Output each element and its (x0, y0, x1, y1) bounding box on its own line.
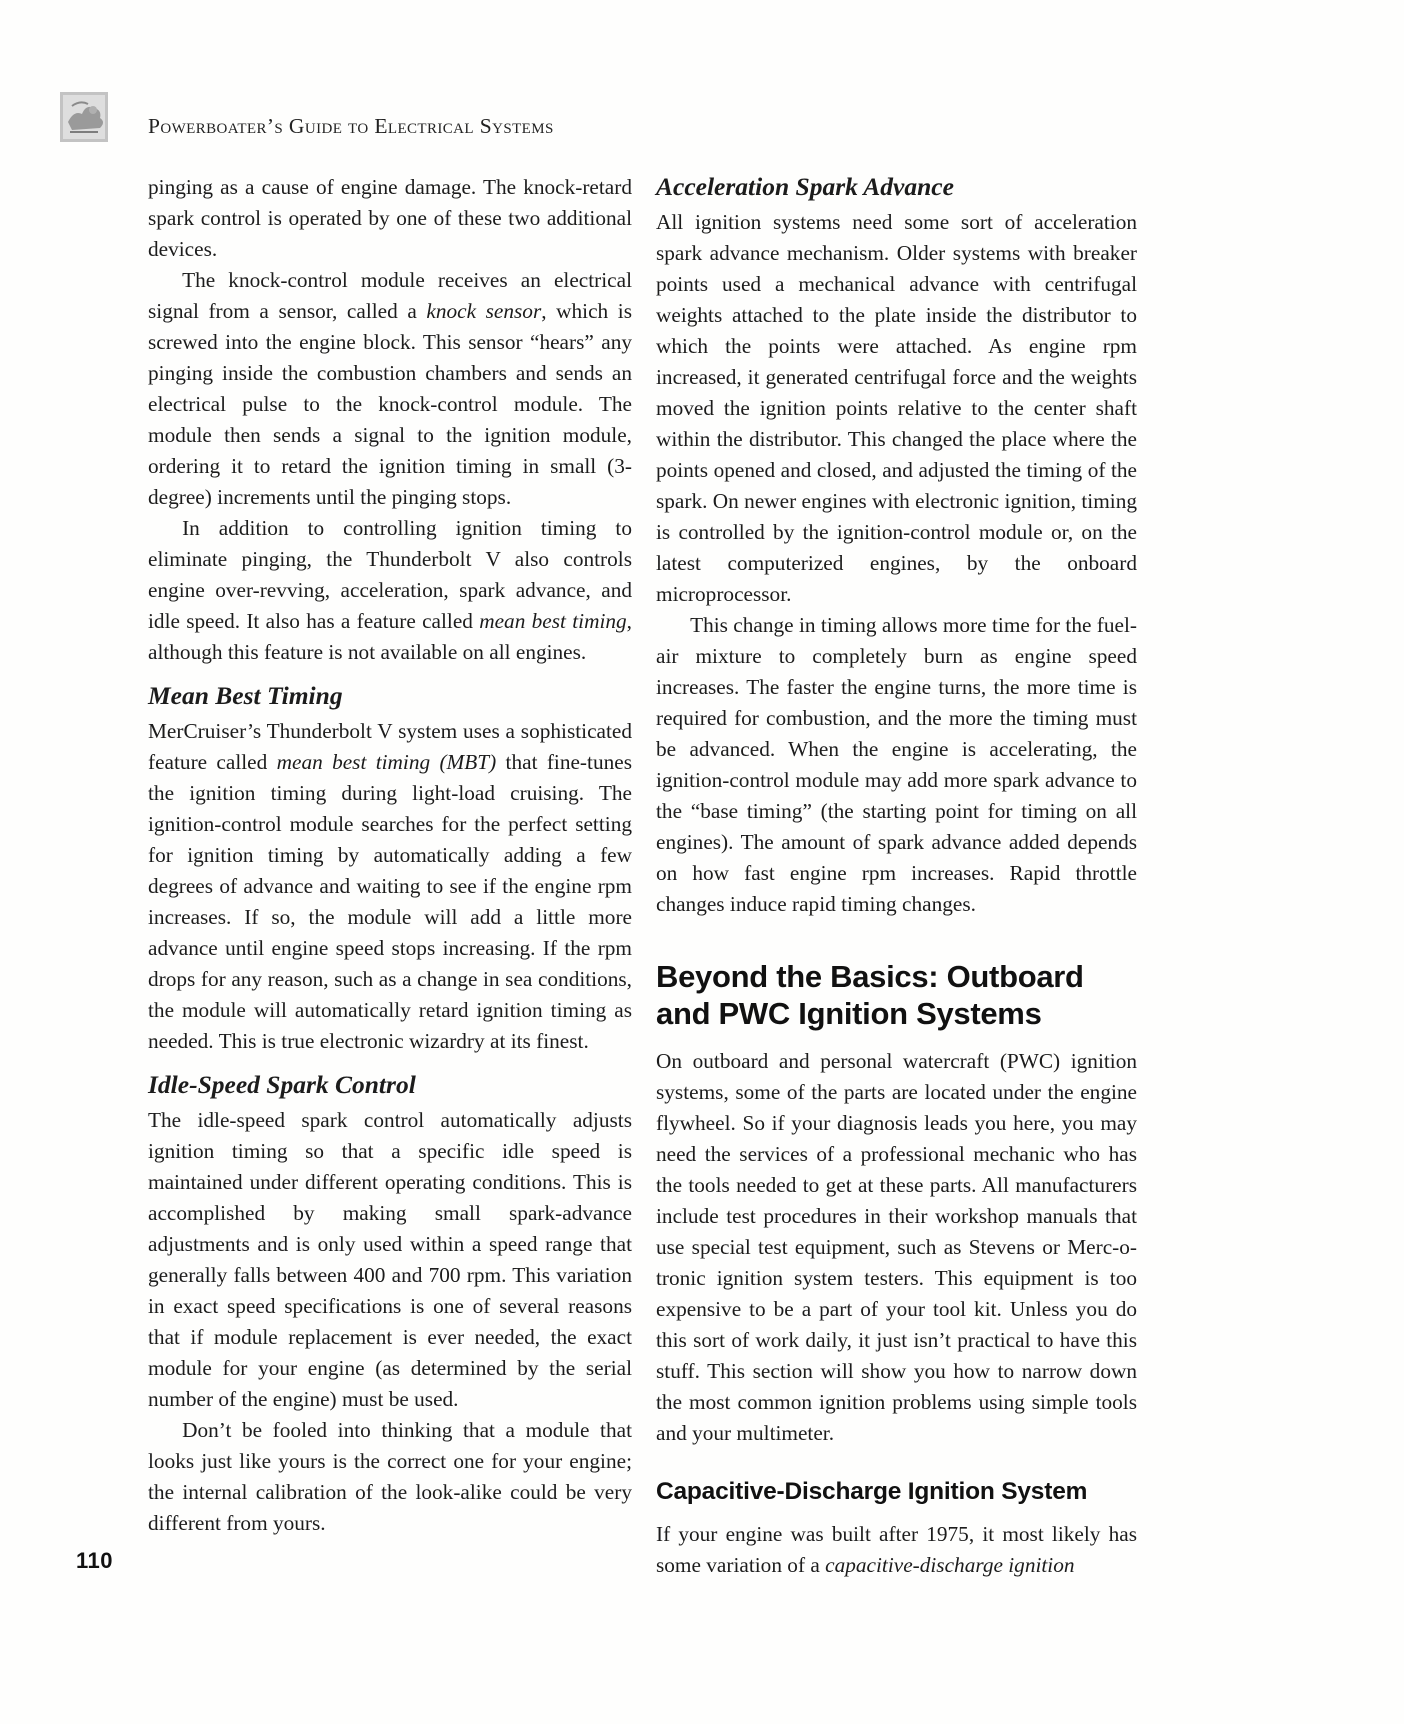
left-column (148, 172, 632, 1539)
italic-term: capacitive-discharge ignition (825, 1553, 1075, 1577)
paragraph: On outboard and personal watercraft (PWC) ignition systems, some of the parts are located under the engine flywheel. So if your diagnosis leads you here, you may need the services of a professional mechanic who has the tools needed to get at these parts. All manufacturers include test procedures in their workshop manuals that use special test equipment, such as Stevens or Merc-o-tronic ignition system testers. This equipment is too expensive to be a part of your tool kit. Unless you do this sort of work daily, it just isn’t practical to have this stuff. This section will show you how to narrow down the most common ignition problems using simple tools and your multimeter. (656, 1049, 1137, 1445)
paragraph (148, 265, 632, 513)
right-column (656, 172, 1137, 1581)
italic-term: knock sensor (426, 299, 542, 323)
heading-line: and PWC Ignition Systems (656, 996, 1042, 1031)
section-heading-mean-best-timing: Mean Best Timing (148, 681, 343, 710)
paragraph (656, 1519, 1137, 1581)
text-segment: MerCruiser’s Thunderbolt V system uses a sophisticated feature called (148, 719, 632, 774)
page-number: 110 (76, 1548, 113, 1573)
text-segment: The knock-control module receives an electrical signal from a sensor, called a (148, 268, 632, 323)
paragraph: Don’t be fooled into thinking that a module that looks just like yours is the correct one for your engine; the internal calibration of the look-alike could be very different from yours. (148, 1418, 632, 1535)
text-segment: , although this feature is not available on all engines. (148, 609, 632, 664)
paragraph (148, 716, 632, 1057)
paragraph (148, 513, 632, 668)
section-heading-acceleration: Acceleration Spark Advance (656, 172, 954, 201)
running-head: Powerboater’s Guide to Electrical Systems (148, 114, 554, 138)
section-heading-cdi: Capacitive-Discharge Ignition System (656, 1478, 1088, 1505)
engine-illustration-icon (60, 92, 108, 142)
heading-line: Beyond the Basics: Outboard (656, 959, 1084, 994)
section-heading-idle-speed: Idle-Speed Spark Control (148, 1070, 416, 1099)
text-segment: that fine-tunes the ignition timing during light-load cruising. The ignition-control module searches for the perfect setting for ignition timing by automatically adding a few degrees of advance and waiting to see if the engine rpm increases. If so, the module will add a little more advance until engine speed stops increasing. If the rpm drops for any reason, such as a change in sea conditions, the module will automatically retard ignition timing as needed. This is true electronic wizardry at its finest. (148, 750, 632, 1053)
text-segment: If your engine was built after 1975, it most likely has some variation of a (656, 1522, 1137, 1577)
paragraph: The idle-speed spark control automatically adjusts ignition timing so that a specific idle speed is maintained under different operating conditions. This is accomplished by making small spark-advance adjustments and is only used within a speed range that generally falls between 400 and 700 rpm. This variation in exact speed specifications is one of several reasons that if module replacement is ever needed, the exact module for your engine (as determined by the serial number of the engine) must be used. (148, 1108, 632, 1411)
chapter-heading-beyond-basics (656, 958, 1137, 1032)
paragraph: This change in timing allows more time for the fuel-air mixture to completely burn as engine speed increases. The faster the engine turns, the more time is required for combustion, and the more the timing must be advanced. When the engine is accelerating, the ignition-control module may add more spark advance to the “base timing” (the starting point for timing on all engines). The amount of spark advance added depends on how fast engine rpm increases. Rapid throttle changes induce rapid timing changes. (656, 613, 1137, 916)
paragraph: All ignition systems need some sort of acceleration spark advance mechanism. Older systems with breaker points used a mechanical advance with centrifugal weights attached to the plate inside the distributor to which the points were attached. As engine rpm increased, it generated centrifugal force and the weights moved the ignition points relative to the center shaft within the distributor. This changed the place where the points opened and closed, and adjusted the timing of the spark. On newer engines with electronic ignition, timing is controlled by the ignition-control module or, on the latest computerized engines, by the onboard microprocessor. (656, 210, 1137, 606)
text-segment: , which is screwed into the engine block. This sensor “hears” any pinging inside the combustion chambers and sends an electrical pulse to the knock-control module. The module then sends a signal to the ignition module, ordering it to retard the ignition timing in small (3-degree) increments until the pinging stops. (148, 299, 632, 509)
text-segment: In addition to controlling ignition timing to eliminate pinging, the Thunderbolt V also controls engine over-revving, acceleration, spark advance, and idle speed. It also has a feature called (148, 516, 632, 633)
italic-term: mean best timing (479, 609, 627, 633)
paragraph: pinging as a cause of engine damage. The knock-retard spark control is operated by one of these two additional devices. (148, 175, 632, 261)
italic-term: mean best timing (MBT) (276, 750, 497, 774)
